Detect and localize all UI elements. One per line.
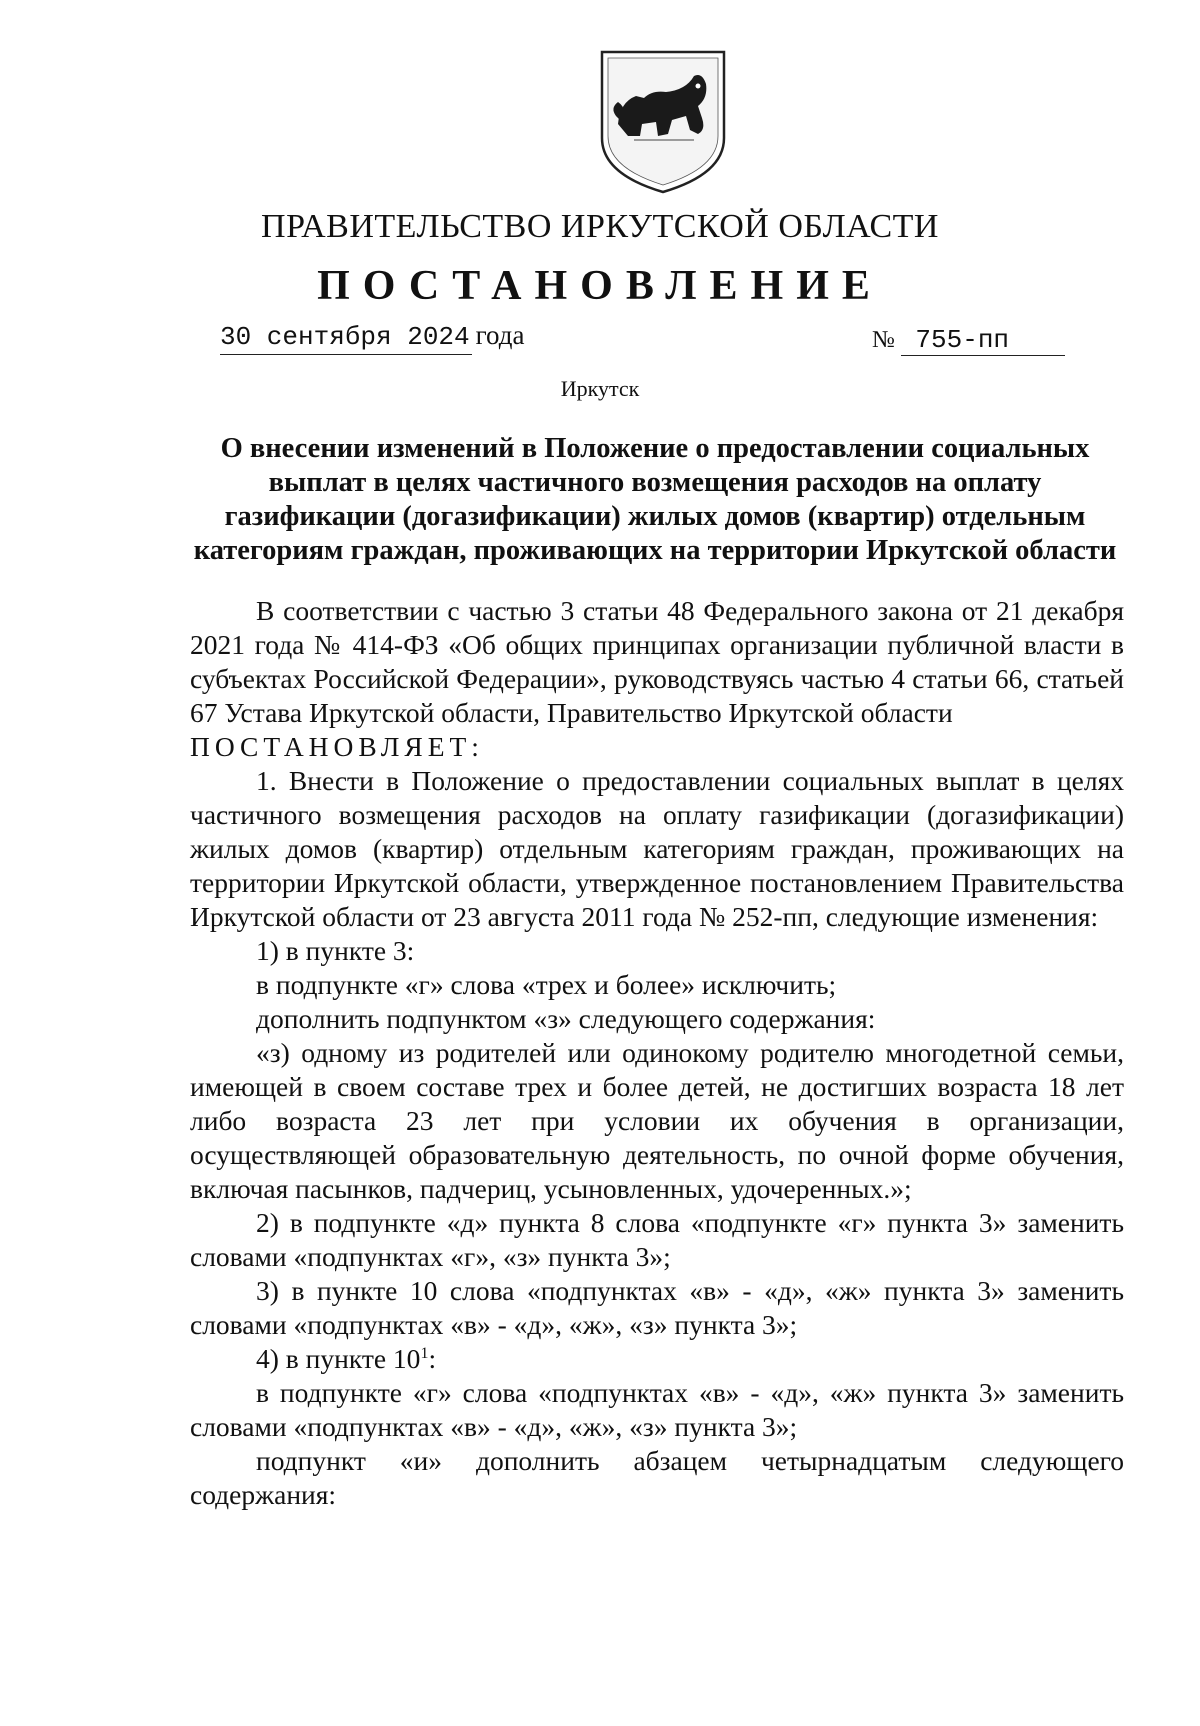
item-1-1b-paragraph: дополнить подпунктом «з» следующего содержания: <box>256 1003 876 1034</box>
city-name: Иркутск <box>560 376 640 401</box>
document-subject-title: О внесении изменений в Положение о предоставлении социальных выплат в целях частичного возмещения расходов на оплату газификации (догазификации) жилых домов (квартир) отдельным категориям граждан, проживающих на территории Иркутской области <box>193 433 1117 566</box>
number-sign: № <box>872 327 895 353</box>
item-4b-paragraph: подпункт «и» дополнить абзацем четырнадцатым следующего содержания: <box>190 1445 1124 1510</box>
item-1-paragraph: 1. Внести в Положение о предоставлении социальных выплат в целях частичного возмещения расходов на оплату газификации (догазификации) жилых домов (квартир) отдельным категориям граждан, проживающих на территории Иркутской области, утвержденное постановлением Правительства Иркутской области от 23 августа 2011 года № 252-пп, следующие изменения: <box>190 765 1124 932</box>
decree-number <box>872 324 1065 356</box>
coat-of-arms-emblem <box>594 46 732 196</box>
resolves-heading: ПОСТАНОВЛЯЕТ: <box>190 731 484 762</box>
item-3-paragraph: 3) в пункте 10 слова «подпунктах «в» - «д», «ж» пункта 3» заменить словами «подпунктах «в» - «д», «ж», «з» пункта 3»; <box>190 1275 1124 1340</box>
item-4-superscript: 1 <box>420 1344 429 1362</box>
number-value: 755-пп <box>901 325 1065 356</box>
item-4-text: 4) в пункте 10 <box>256 1343 421 1374</box>
document-type-title: ПОСТАНОВЛЕНИЕ <box>317 263 883 309</box>
item-4-paragraph <box>256 1342 1124 1376</box>
item-1-1a-paragraph: в подпункте «г» слова «трех и более» исключить; <box>256 969 837 1000</box>
date-suffix: года <box>475 320 525 350</box>
government-name: ПРАВИТЕЛЬСТВО ИРКУТСКОЙ ОБЛАСТИ <box>261 208 939 245</box>
decree-date <box>220 320 525 355</box>
document-body <box>190 594 1124 1512</box>
item-2-paragraph: 2) в подпункте «д» пункта 8 слова «подпункте «г» пункта 3» заменить словами «подпунктах «г», «з» пункта 3»; <box>190 1207 1124 1272</box>
item-4-colon: : <box>428 1343 437 1374</box>
preamble-paragraph: В соответствии с частью 3 статьи 48 Федерального закона от 21 декабря 2021 года № 414-ФЗ «Об общих принципах организации публичной власти в субъектах Российской Федерации», руководствуясь частью 4 статьи 66, статьей 67 Устава Иркутской области, Правительство Иркутской области <box>190 595 1124 728</box>
item-1-1-paragraph: 1) в пункте 3: <box>256 935 415 966</box>
item-1-1c-paragraph: «з) одному из родителей или одинокому родителю многодетной семьи, имеющей в своем составе трех и более детей, не достигших возраста 18 лет либо возраста 23 лет при условии их обучения в организации, осуществляющей образовательную деятельность, по очной форме обучения, включая пасынков, падчериц, усыновленных, удочеренных.»; <box>190 1037 1124 1204</box>
item-4a-paragraph: в подпункте «г» слова «подпунктах «в» - «д», «ж» пункта 3» заменить словами «подпунктах «в» - «д», «ж», «з» пункта 3»; <box>190 1377 1124 1442</box>
date-value: 30 сентября 2024 <box>220 322 472 355</box>
